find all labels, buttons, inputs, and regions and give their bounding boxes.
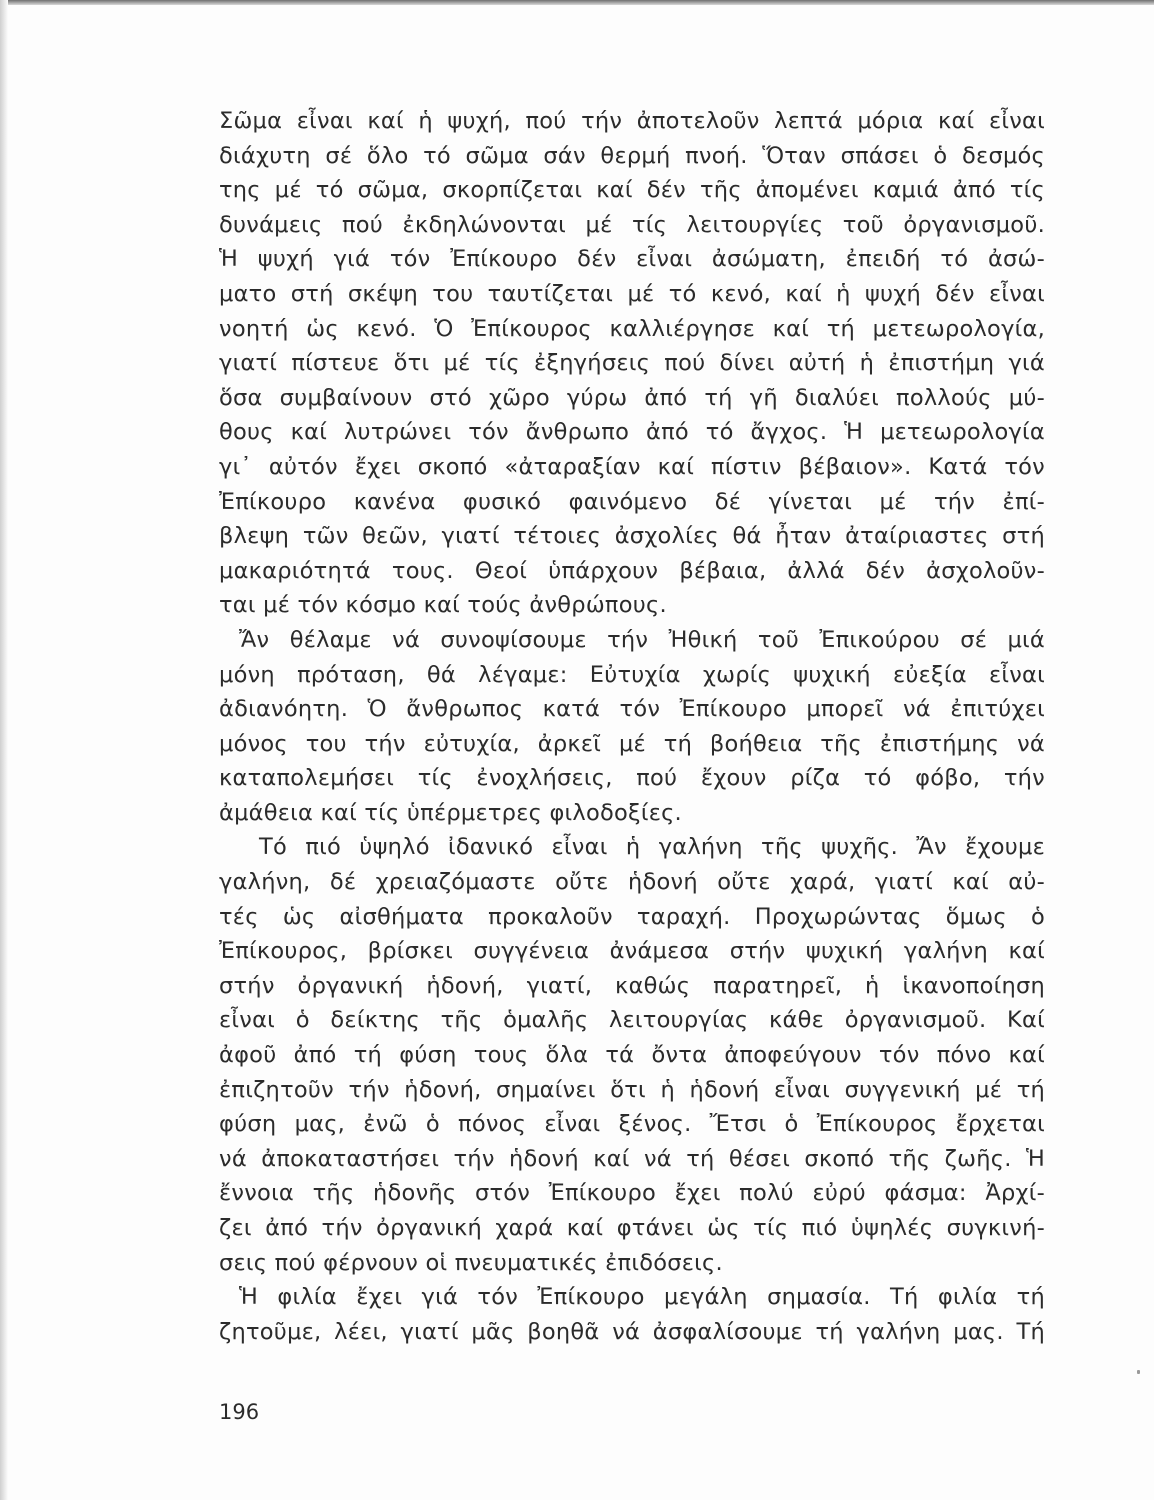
text-line: Σῶμα εἶναι καί ἡ ψυχή, πού τήν ἀποτελοῦν λεπτά μόρια καί εἶναι <box>219 108 1045 134</box>
text-line: εἶναι ὁ δείκτης τῆς ὁμαλῆς λειτουργίας κάθε ὀργανισμοῦ. Καί <box>219 1007 1045 1034</box>
text-line: νά ἀποκαταστήσει τήν ἡδονή καί νά τή θέσει σκοπό τῆς ζωῆς. Ἡ <box>219 1145 1045 1172</box>
text-line: ἔννοια τῆς ἡδονῆς στόν Ἐπίκουρο ἔχει πολύ εὐρύ φάσμα: Ἀρχί- <box>219 1180 1045 1207</box>
text-line: τές ὡς αἰσθήματα προκαλοῦν ταραχή. Προχωρώντας ὅμως ὁ <box>219 903 1045 930</box>
text-line: ἐπιζητοῦν τήν ἡδονή, σημαίνει ὅτι ἡ ἡδονή εἶναι συγγενική μέ τή <box>219 1076 1045 1103</box>
text-line: ται μέ τόν κόσμο καί τούς ἀνθρώπους. <box>219 592 667 619</box>
text-line: ὅσα συμβαίνουν στό χῶρο γύρω ἀπό τή γῆ διαλύει πολλούς μύ- <box>219 384 1045 411</box>
text-line: Ἄν θέλαμε νά συνοψίσουμε τήν Ἠθική τοῦ Ἐπικούρου σέ μιά <box>239 626 1045 653</box>
page-gutter-shadow <box>0 0 8 1500</box>
text-line: ἀδιανόητη. Ὁ ἄνθρωπος κατά τόν Ἐπίκουρο μπορεῖ νά ἐπιτύχει <box>219 696 1045 723</box>
text-line: μόνη πρόταση, θά λέγαμε: Εὐτυχία χωρίς ψυχική εὐεξία εἶναι <box>219 661 1045 688</box>
text-line: διάχυτη σέ ὅλο τό σῶμα σάν θερμή πνοή. Ὅταν σπάσει ὁ δεσμός <box>219 142 1045 169</box>
text-line: ζητοῦμε, λέει, γιατί μᾶς βοηθᾶ νά ἀσφαλίσουμε τή γαλήνη μας. Τή <box>219 1318 1045 1345</box>
text-line: σεις πού φέρνουν οἱ πνευματικές ἐπιδόσεις. <box>219 1249 723 1276</box>
text-line: νοητή ὡς κενό. Ὁ Ἐπίκουρος καλλιέργησε καί τή μετεωρολογία, <box>219 315 1045 342</box>
page-number: 196 <box>219 1400 260 1424</box>
text-line: της μέ τό σῶμα, σκορπίζεται καί δέν τῆς ἀπομένει καμιά ἀπό τίς <box>219 177 1045 204</box>
text-line: ἀμάθεια καί τίς ὑπέρμετρες φιλοδοξίες. <box>219 799 682 826</box>
text-line: Ἡ φιλία ἔχει γιά τόν Ἐπίκουρο μεγάλη σημασία. Τή φιλία τή <box>239 1284 1045 1311</box>
text-line: Ἐπίκουρο κανένα φυσικό φαινόμενο δέ γίνεται μέ τήν ἐπί- <box>219 488 1045 515</box>
text-line: καταπολεμήσει τίς ἐνοχλήσεις, πού ἔχουν ρίζα τό φόβο, τήν <box>219 765 1045 792</box>
text-line: στήν ὀργανική ἡδονή, γιατί, καθώς παρατηρεῖ, ἡ ἱκανοποίηση <box>219 972 1045 999</box>
text-line: μακαριότητά τους. Θεοί ὑπάρχουν βέβαια, ἀλλά δέν ἀσχολοῦν- <box>219 557 1045 584</box>
text-line: γιατί πίστευε ὅτι μέ τίς ἐξηγήσεις πού δίνει αὐτή ἡ ἐπιστήμη γιά <box>219 350 1045 377</box>
text-line: γι᾽ αὐτόν ἔχει σκοπό «ἀταραξίαν καί πίστιν βέβαιον». Κατά τόν <box>219 453 1045 480</box>
text-line: ζει ἀπό τήν ὀργανική χαρά καί φτάνει ὡς τίς πιό ὑψηλές συγκινή- <box>219 1215 1045 1241</box>
text-line: μόνος του τήν εὐτυχία, ἀρκεῖ μέ τή βοήθεια τῆς ἐπιστήμης νά <box>219 730 1045 757</box>
text-line: Ἡ ψυχή γιά τόν Ἐπίκουρο δέν εἶναι ἀσώματη, ἐπειδή τό ἀσώ- <box>219 246 1045 273</box>
text-line: Τό πιό ὑψηλό ἰδανικό εἶναι ἡ γαλήνη τῆς ψυχῆς. Ἄν ἔχουμε <box>259 834 1045 861</box>
body-text <box>219 104 1045 1349</box>
text-line: ματο στή σκέψη του ταυτίζεται μέ τό κενό, καί ἡ ψυχή δέν εἶναι <box>219 280 1045 307</box>
text-line: ἀφοῦ ἀπό τή φύση τους ὅλα τά ὄντα ἀποφεύγουν τόν πόνο καί <box>219 1042 1045 1069</box>
text-line: γαλήνη, δέ χρειαζόμαστε οὔτε ἡδονή οὔτε χαρά, γιατί καί αὐ- <box>219 869 1045 896</box>
text-line: Ἐπίκουρος, βρίσκει συγγένεια ἀνάμεσα στήν ψυχική γαλήνη καί <box>219 938 1045 965</box>
text-line: βλεψη τῶν θεῶν, γιατί τέτοιες ἀσχολίες θά ἦταν ἀταίριαστες στή <box>219 523 1045 550</box>
page-top-edge <box>0 0 1154 5</box>
text-line: θους καί λυτρώνει τόν ἄνθρωπο ἀπό τό ἄγχος. Ἡ μετεωρολογία <box>219 419 1045 446</box>
scan-speck <box>1137 1370 1140 1374</box>
text-line: δυνάμεις πού ἐκδηλώνονται μέ τίς λειτουργίες τοῦ ὀργανισμοῦ. <box>219 211 1045 238</box>
text-line: φύση μας, ἐνῶ ὁ πόνος εἶναι ξένος. Ἔτσι ὁ Ἐπίκουρος ἔρχεται <box>219 1111 1045 1138</box>
